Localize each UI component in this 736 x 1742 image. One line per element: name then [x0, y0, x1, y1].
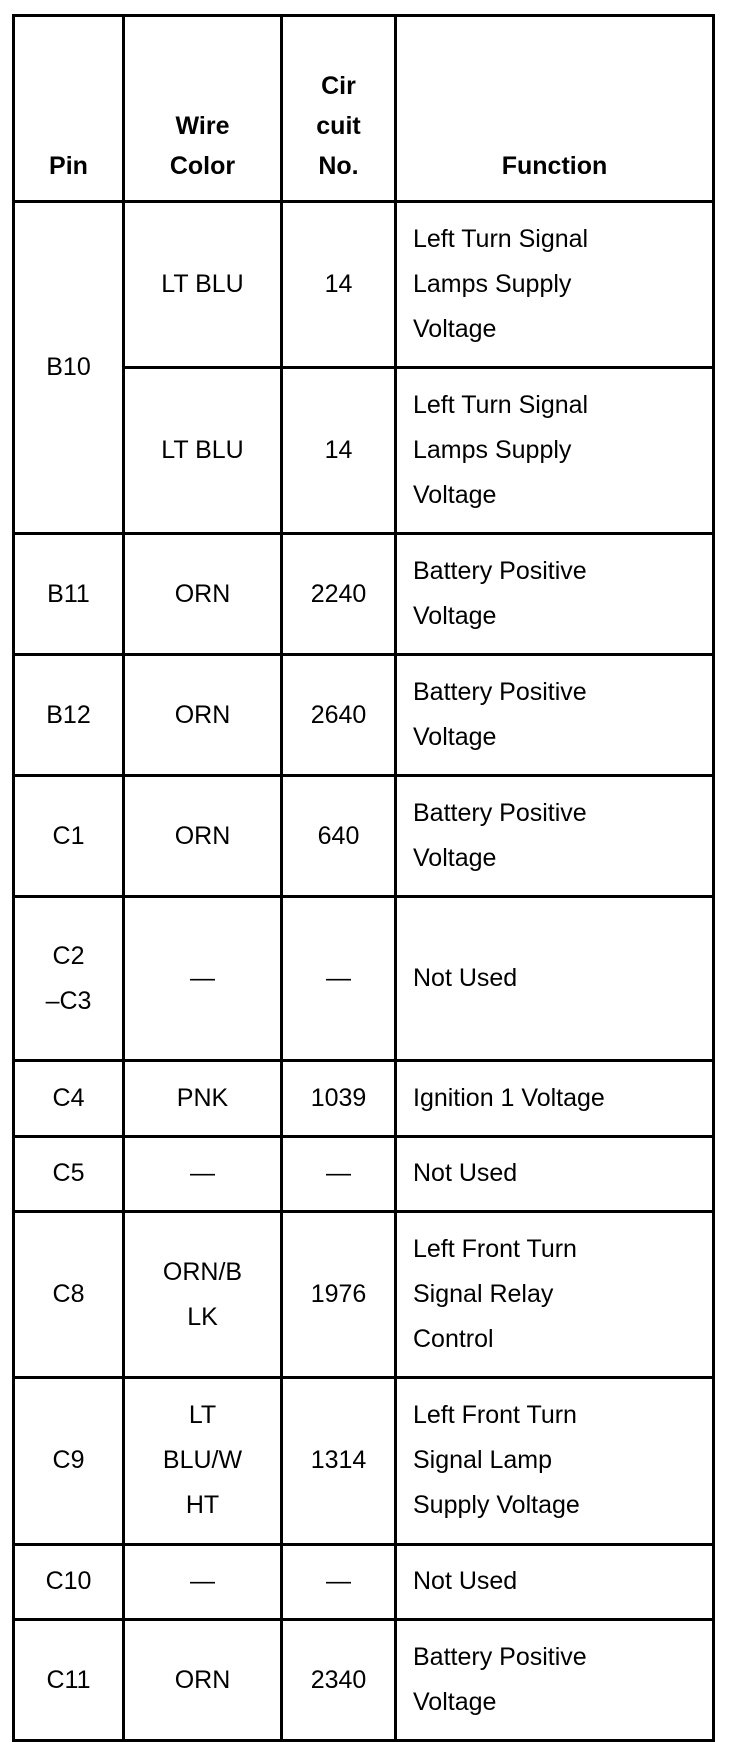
pin-cell: C11: [14, 1620, 124, 1741]
pin-cell: C10: [14, 1544, 124, 1620]
pin-cell: C5: [14, 1136, 124, 1212]
circuit-cell: 14: [282, 202, 396, 368]
function-cell: Not Used: [396, 1544, 714, 1620]
function-cell: Left Turn Signal Lamps Supply Voltage: [396, 202, 714, 368]
header-row: [14, 16, 714, 202]
circuit-cell: 14: [282, 368, 396, 534]
wire-color-cell: PNK: [124, 1061, 282, 1137]
function-cell: Not Used: [396, 1136, 714, 1212]
table-row: [14, 1378, 714, 1544]
header-circuit-no: Cir cuit No.: [282, 16, 396, 202]
wire-color-cell: ORN: [124, 655, 282, 776]
table-row: [14, 776, 714, 897]
function-cell: Left Front Turn Signal Lamp Supply Voltage: [396, 1378, 714, 1544]
function-cell: Left Turn Signal Lamps Supply Voltage: [396, 368, 714, 534]
wire-color-cell: LT BLU: [124, 202, 282, 368]
wire-color-cell: ORN/B LK: [124, 1212, 282, 1378]
circuit-cell: 640: [282, 776, 396, 897]
header-function: Function: [396, 16, 714, 202]
wire-color-cell: —: [124, 896, 282, 1060]
function-cell: Not Used: [396, 896, 714, 1060]
circuit-cell: 2640: [282, 655, 396, 776]
wire-color-cell: ORN: [124, 534, 282, 655]
table-row: [14, 896, 714, 1060]
circuit-cell: —: [282, 896, 396, 1060]
pin-cell: C9: [14, 1378, 124, 1544]
wire-color-cell: —: [124, 1136, 282, 1212]
circuit-cell: 2240: [282, 534, 396, 655]
wire-color-cell: ORN: [124, 776, 282, 897]
table-row: [14, 655, 714, 776]
pin-cell: B12: [14, 655, 124, 776]
wire-color-cell: —: [124, 1544, 282, 1620]
table-row: [14, 534, 714, 655]
pin-cell: C1: [14, 776, 124, 897]
pin-table: [12, 14, 715, 1742]
function-cell: Battery Positive Voltage: [396, 534, 714, 655]
pin-cell: B11: [14, 534, 124, 655]
circuit-cell: 1039: [282, 1061, 396, 1137]
table-row: [14, 1136, 714, 1212]
function-cell: Battery Positive Voltage: [396, 655, 714, 776]
wire-color-cell: LT BLU/W HT: [124, 1378, 282, 1544]
wire-color-cell: LT BLU: [124, 368, 282, 534]
header-pin: Pin: [14, 16, 124, 202]
table-row: [14, 1212, 714, 1378]
circuit-cell: 1976: [282, 1212, 396, 1378]
pin-cell: C2 –C3: [14, 896, 124, 1060]
function-cell: Battery Positive Voltage: [396, 1620, 714, 1741]
function-cell: Left Front Turn Signal Relay Control: [396, 1212, 714, 1378]
table-row: [14, 1061, 714, 1137]
pin-cell: C8: [14, 1212, 124, 1378]
circuit-cell: —: [282, 1544, 396, 1620]
header-wire-color: Wire Color: [124, 16, 282, 202]
function-cell: Battery Positive Voltage: [396, 776, 714, 897]
table-row: [14, 202, 714, 368]
pin-cell: C4: [14, 1061, 124, 1137]
wire-color-cell: ORN: [124, 1620, 282, 1741]
circuit-cell: —: [282, 1136, 396, 1212]
function-cell: Ignition 1 Voltage: [396, 1061, 714, 1137]
table-row: [14, 1620, 714, 1741]
table-row: [14, 1544, 714, 1620]
circuit-cell: 1314: [282, 1378, 396, 1544]
circuit-cell: 2340: [282, 1620, 396, 1741]
pin-cell: B10: [14, 202, 124, 534]
